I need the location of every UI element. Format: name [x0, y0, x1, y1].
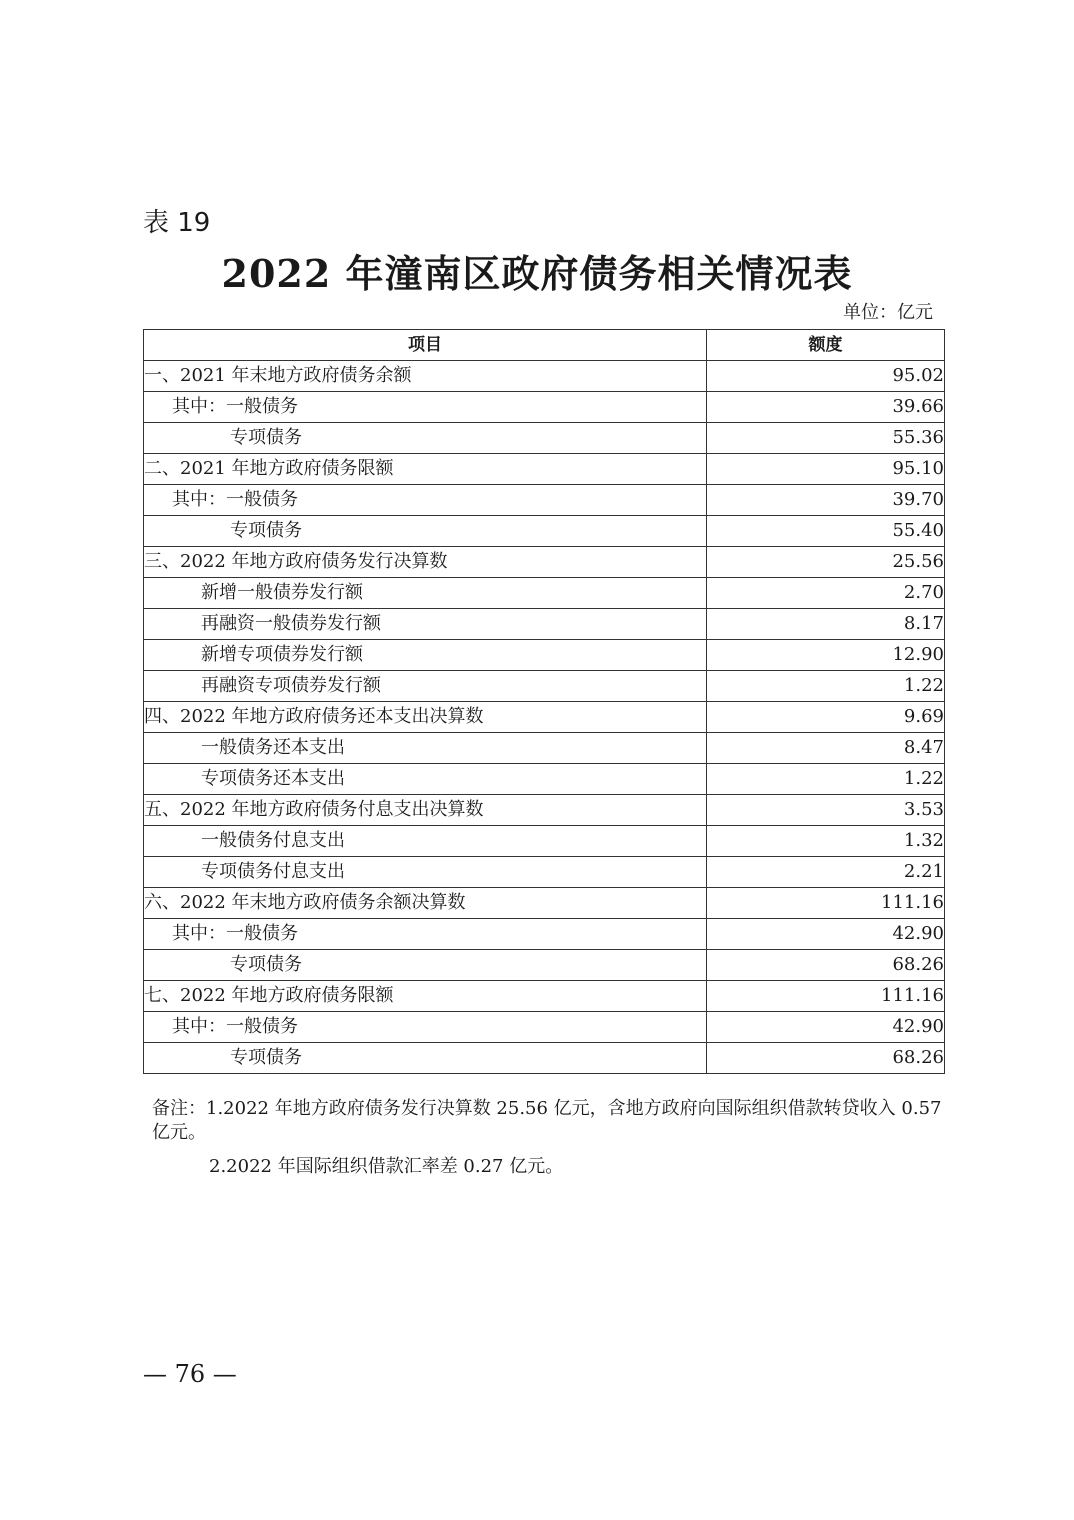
table-row	[144, 423, 945, 454]
header-amount: 额度	[707, 330, 945, 361]
row-item: 专项债务	[144, 516, 707, 547]
table-body	[144, 361, 945, 1074]
row-amount: 95.02	[707, 361, 945, 392]
row-amount: 1.32	[707, 826, 945, 857]
table-row	[144, 609, 945, 640]
row-amount: 39.66	[707, 392, 945, 423]
row-amount: 1.22	[707, 671, 945, 702]
row-amount: 68.26	[707, 950, 945, 981]
page-number: — 76 —	[143, 1360, 237, 1388]
row-item: 专项债务	[144, 1043, 707, 1074]
note-2: 2.2022 年国际组织借款汇率差 0.27 亿元。	[209, 1156, 564, 1177]
row-amount: 42.90	[707, 919, 945, 950]
table-row	[144, 671, 945, 702]
row-item: 四、2022 年地方政府债务还本支出决算数	[144, 702, 707, 733]
row-amount: 12.90	[707, 640, 945, 671]
table-row	[144, 764, 945, 795]
row-item: 一般债务还本支出	[144, 733, 707, 764]
table-row	[144, 733, 945, 764]
unit-label: 单位：亿元	[843, 302, 933, 323]
row-item: 六、2022 年末地方政府债务余额决算数	[144, 888, 707, 919]
row-item: 其中：一般债务	[144, 919, 707, 950]
row-amount: 8.17	[707, 609, 945, 640]
table-row	[144, 361, 945, 392]
row-amount: 55.36	[707, 423, 945, 454]
table-row	[144, 516, 945, 547]
table-row	[144, 578, 945, 609]
row-amount: 111.16	[707, 981, 945, 1012]
table-row	[144, 1043, 945, 1074]
row-amount: 3.53	[707, 795, 945, 826]
table-label: 表 19	[143, 208, 211, 238]
notes	[152, 1097, 942, 1179]
table-row	[144, 857, 945, 888]
table-row	[144, 640, 945, 671]
row-item: 一般债务付息支出	[144, 826, 707, 857]
row-amount: 111.16	[707, 888, 945, 919]
row-item: 专项债务	[144, 950, 707, 981]
row-amount: 95.10	[707, 454, 945, 485]
row-item: 二、2021 年地方政府债务限额	[144, 454, 707, 485]
table-row	[144, 454, 945, 485]
row-item: 一、2021 年末地方政府债务余额	[144, 361, 707, 392]
row-item: 新增专项债券发行额	[144, 640, 707, 671]
table-row	[144, 485, 945, 516]
row-amount: 1.22	[707, 764, 945, 795]
row-item: 新增一般债券发行额	[144, 578, 707, 609]
row-item: 七、2022 年地方政府债务限额	[144, 981, 707, 1012]
table-row	[144, 1012, 945, 1043]
row-item: 再融资一般债券发行额	[144, 609, 707, 640]
row-amount: 42.90	[707, 1012, 945, 1043]
row-amount: 39.70	[707, 485, 945, 516]
table-row	[144, 392, 945, 423]
row-item: 专项债务付息支出	[144, 857, 707, 888]
row-item: 其中：一般债务	[144, 485, 707, 516]
debt-table	[143, 329, 945, 1074]
note-1: 备注：1.2022 年地方政府债务发行决算数 25.56 亿元，含地方政府向国际组织借款转贷收入 0.57 亿元。	[152, 1098, 942, 1143]
row-amount: 68.26	[707, 1043, 945, 1074]
row-item: 其中：一般债务	[144, 1012, 707, 1043]
row-amount: 2.70	[707, 578, 945, 609]
table-row	[144, 795, 945, 826]
table-row	[144, 702, 945, 733]
page-title: 2022 年潼南区政府债务相关情况表	[221, 251, 853, 296]
row-item: 专项债务	[144, 423, 707, 454]
row-amount: 25.56	[707, 547, 945, 578]
row-item: 五、2022 年地方政府债务付息支出决算数	[144, 795, 707, 826]
table-row	[144, 950, 945, 981]
row-item: 其中：一般债务	[144, 392, 707, 423]
row-amount: 2.21	[707, 857, 945, 888]
row-amount: 55.40	[707, 516, 945, 547]
table-row	[144, 826, 945, 857]
table-row	[144, 981, 945, 1012]
table-row	[144, 547, 945, 578]
header-item: 项目	[144, 330, 707, 361]
table-header-row	[144, 330, 945, 361]
row-amount: 9.69	[707, 702, 945, 733]
row-item: 三、2022 年地方政府债务发行决算数	[144, 547, 707, 578]
row-item: 专项债务还本支出	[144, 764, 707, 795]
row-amount: 8.47	[707, 733, 945, 764]
table-row	[144, 888, 945, 919]
table-row	[144, 919, 945, 950]
row-item: 再融资专项债券发行额	[144, 671, 707, 702]
